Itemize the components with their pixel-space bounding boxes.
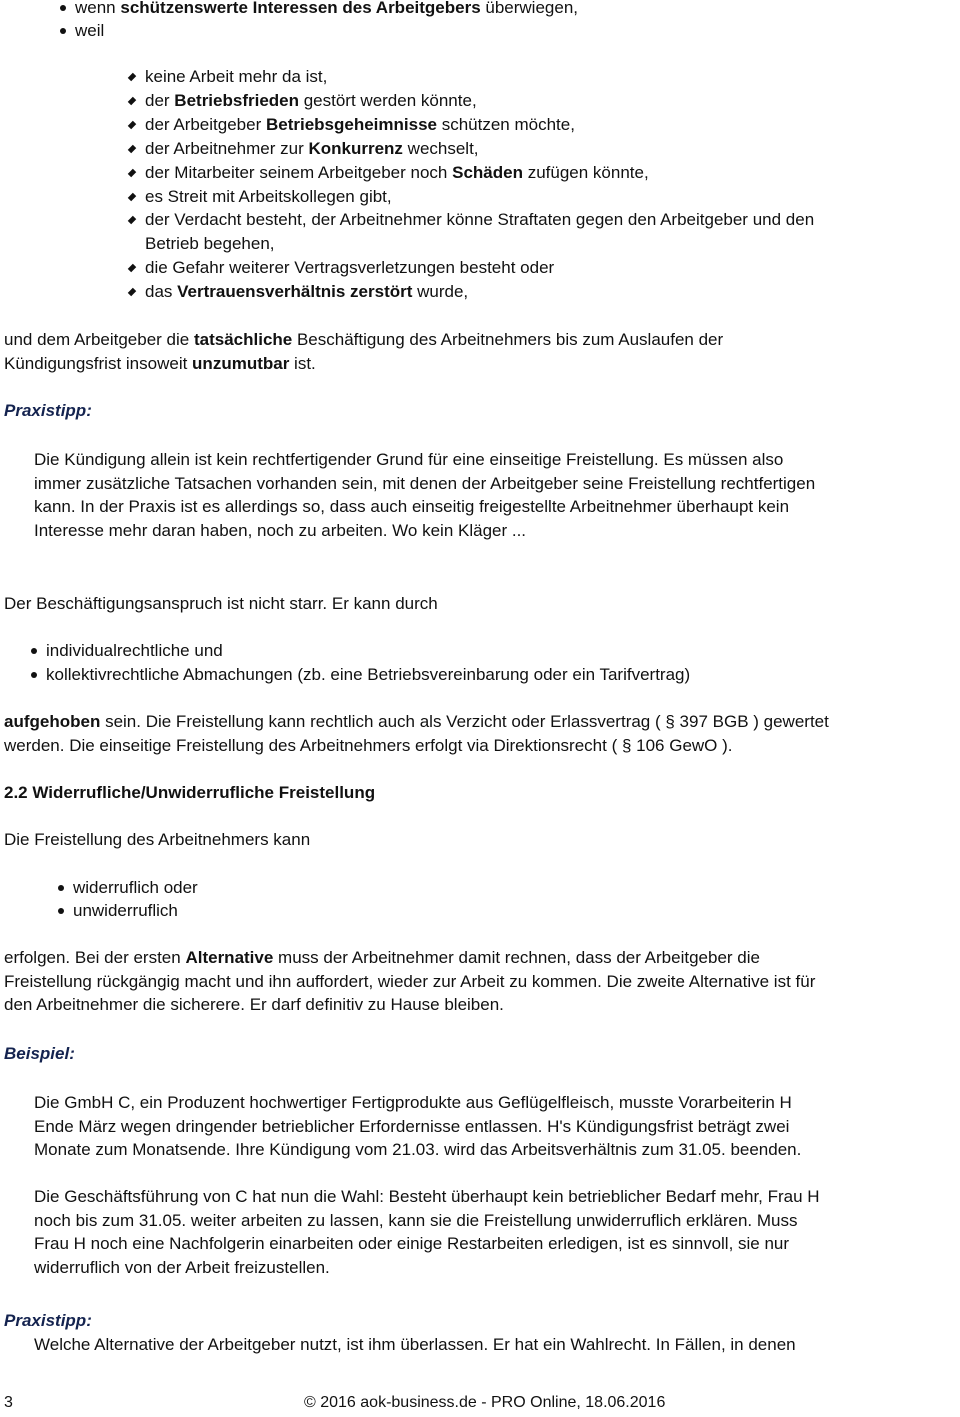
bullet-diamond-icon	[128, 145, 136, 153]
text: 2.2 Widerrufliche/Unwiderrufliche Freistellung	[4, 783, 376, 802]
text: der Verdacht besteht, der Arbeitnehmer könne Straftaten gegen den Arbeitgeber und den	[145, 210, 815, 229]
section-label	[4, 399, 92, 423]
text: der Arbeitnehmer zur	[145, 139, 309, 158]
text: überwiegen,	[480, 0, 578, 17]
bold-text: Betriebsfrieden	[174, 91, 299, 110]
bullet-diamond-icon	[128, 288, 136, 296]
paragraph	[34, 448, 815, 542]
text: weil	[75, 21, 105, 40]
bullet-diamond-icon	[128, 264, 136, 272]
text: Der Beschäftigungsanspruch ist nicht starr. Er kann durch	[4, 594, 438, 613]
text: der Arbeitgeber	[145, 115, 266, 134]
list-item	[145, 137, 479, 161]
text-line	[4, 828, 310, 852]
text: der Mitarbeiter seinem Arbeitgeber noch	[145, 163, 453, 182]
text-line	[4, 352, 723, 376]
text: Kündigungsfrist insoweit	[4, 353, 193, 373]
list-item	[46, 663, 690, 687]
bold-text: Alternative	[185, 948, 274, 967]
text: werden. Die einseitige Freistellung des Arbeitnehmers erfolgt via Direktionsrecht ( § 106 GewO ).	[4, 735, 733, 755]
text-line	[34, 519, 815, 543]
text-line	[75, 0, 578, 20]
text: es Streit mit Arbeitskollegen gibt,	[145, 187, 392, 206]
list-item	[73, 876, 198, 900]
text: Betrieb begehen,	[145, 233, 275, 253]
list-item	[145, 280, 468, 304]
text-line	[73, 899, 178, 923]
text: Die GmbH C, ein Produzent hochwertiger Fertigprodukte aus Geflügelfleisch, musste Vorarbeiterin H	[34, 1093, 792, 1112]
text-line	[4, 970, 815, 994]
text: noch bis zum 31.05. weiter arbeiten zu lassen, kann sie die Freistellung unwiderruflich erklären. Muss	[34, 1210, 798, 1230]
text-line	[34, 448, 815, 472]
bullet-dot-icon	[58, 908, 64, 914]
text: kann. In der Praxis ist es allerdings so, dass auch einseitig freigestellte Arbeitnehmer überhaupt kein	[34, 497, 790, 517]
text: unwiderruflich	[73, 901, 178, 920]
text-line	[34, 1209, 820, 1233]
text: Freistellung rückgängig macht und ihn auffordert, wieder zur Arbeit zu kommen. Die zweite Alternative ist für	[4, 971, 816, 991]
text: Praxistipp:	[4, 401, 92, 420]
text-line	[34, 1185, 820, 1209]
text: zufügen könnte,	[522, 163, 649, 182]
bold-text: aufgehoben	[4, 712, 101, 731]
paragraph	[34, 1333, 796, 1357]
text: die Gefahr weiterer Vertragsverletzungen besteht oder	[145, 258, 555, 277]
list-item	[75, 19, 104, 43]
text: wechselt,	[402, 139, 479, 158]
text: erfolgen. Bei der ersten	[4, 948, 186, 967]
text-line	[4, 734, 829, 758]
text: immer zusätzliche Tatsachen vorhanden sein, mit denen der Arbeitgeber seine Freistellung rechtfertigen	[34, 473, 816, 493]
paragraph	[34, 1091, 801, 1162]
text: Beispiel:	[4, 1044, 75, 1063]
text: Die Freistellung des Arbeitnehmers kann	[4, 830, 311, 849]
text-line	[4, 1042, 75, 1066]
text: das	[145, 282, 178, 301]
text-line	[145, 280, 468, 304]
text-line	[34, 1115, 801, 1139]
paragraph	[4, 710, 829, 757]
text-line	[145, 113, 575, 137]
list-item	[145, 161, 649, 185]
text: schützen möchte,	[436, 115, 575, 134]
paragraph	[4, 592, 438, 616]
text: der	[145, 91, 175, 110]
bold-text: Konkurrenz	[308, 139, 403, 158]
text-line	[75, 19, 104, 43]
text-line	[46, 663, 690, 687]
paragraph	[4, 828, 310, 852]
section-heading	[4, 781, 375, 805]
text: keine Arbeit mehr da ist,	[145, 67, 328, 86]
text-line	[4, 781, 375, 805]
text: ist.	[289, 353, 316, 373]
list-item	[145, 89, 477, 113]
text-line	[34, 472, 815, 496]
bold-text: schützenswerte Interessen des Arbeitgebers	[120, 0, 481, 17]
footer-copyright: © 2016 aok-business.de - PRO Online, 18.06.2016	[304, 1394, 666, 1411]
paragraph	[34, 1185, 820, 1279]
text: und dem Arbeitgeber die	[4, 330, 194, 349]
text-line	[34, 495, 815, 519]
text-line	[4, 710, 829, 734]
section-label	[4, 1042, 75, 1066]
text-line	[4, 592, 438, 616]
bold-text: tatsächliche	[193, 330, 293, 349]
bullet-dot-icon	[60, 28, 66, 34]
paragraph	[4, 946, 815, 1017]
text-line	[145, 232, 814, 256]
bold-text: Betriebsgeheimnisse	[265, 115, 437, 134]
bullet-dot-icon	[31, 648, 37, 654]
list-item	[46, 639, 223, 663]
text-line	[145, 208, 814, 232]
bullet-diamond-icon	[128, 97, 136, 105]
text-line	[34, 1333, 796, 1357]
text-line	[4, 1309, 92, 1333]
bullet-dot-icon	[31, 672, 37, 678]
text: gestört werden könnte,	[299, 91, 477, 110]
bullet-dot-icon	[60, 5, 66, 11]
text-line	[34, 1256, 820, 1280]
text: kollektivrechtliche Abmachungen (zb. eine Betriebsvereinbarung oder ein Tarifvertrag)	[46, 665, 691, 684]
text: Ende März wegen dringender betrieblicher Erfordernisse entlassen. H's Kündigungsfrist beträgt zwei	[34, 1116, 790, 1136]
text-line	[4, 399, 92, 423]
bullet-diamond-icon	[128, 121, 136, 129]
page-number: 3	[4, 1394, 13, 1411]
bullet-diamond-icon	[128, 73, 136, 81]
bold-text: unzumutbar	[192, 353, 290, 373]
paragraph	[4, 328, 723, 375]
text: wurde,	[412, 282, 469, 301]
section-label	[4, 1309, 92, 1333]
bold-text: Vertrauensverhältnis zerstört	[177, 282, 413, 301]
text: Frau H noch eine Nachfolgerin einarbeiten oder einige Restarbeiten erledigen, ist es sinnvoll, sie nur	[34, 1234, 790, 1254]
text-line	[34, 1232, 820, 1256]
text-line	[4, 946, 815, 970]
bullet-diamond-icon	[128, 169, 136, 177]
list-item	[145, 256, 554, 280]
text: wenn	[75, 0, 121, 17]
text: muss der Arbeitnehmer damit rechnen, dass der Arbeitgeber die	[273, 948, 760, 967]
text: sein. Die Freistellung kann rechtlich auch als Verzicht oder Erlassvertrag ( § 397 BGB ) gewertet	[100, 712, 829, 731]
text-line	[145, 185, 392, 209]
text-line	[145, 89, 477, 113]
text: widerruflich von der Arbeit freizustellen.	[34, 1257, 330, 1277]
text-line	[4, 328, 723, 352]
text-line	[145, 65, 327, 89]
list-item	[145, 113, 575, 137]
list-item	[73, 899, 178, 923]
text: individualrechtliche und	[46, 641, 223, 660]
text: Die Kündigung allein ist kein rechtfertigender Grund für eine einseitige Freistellung. Es müssen also	[34, 450, 784, 469]
text: Die Geschäftsführung von C hat nun die Wahl: Besteht überhaupt kein betrieblicher Bedarf mehr, Frau H	[34, 1187, 820, 1206]
text: Praxistipp:	[4, 1311, 92, 1330]
bullet-diamond-icon	[128, 216, 136, 224]
text-line	[145, 137, 479, 161]
text-line	[34, 1138, 801, 1162]
bullet-diamond-icon	[128, 193, 136, 201]
bold-text: Schäden	[452, 163, 523, 182]
text: widerruflich oder	[73, 878, 198, 897]
list-item	[75, 0, 578, 20]
list-item	[145, 185, 392, 209]
text: Interesse mehr daran haben, noch zu arbeiten. Wo kein Kläger ...	[34, 520, 527, 540]
text-line	[145, 161, 649, 185]
list-item	[145, 208, 814, 255]
text-line	[46, 639, 223, 663]
list-item	[145, 65, 327, 89]
text: Monate zum Monatsende. Ihre Kündigung vom 21.03. wird das Arbeitsverhältnis zum 31.05. beenden.	[34, 1140, 802, 1160]
text-line	[4, 993, 815, 1017]
text-line	[73, 876, 198, 900]
text-line	[34, 1091, 801, 1115]
bullet-dot-icon	[58, 885, 64, 891]
text: Beschäftigung des Arbeitnehmers bis zum Auslaufen der	[292, 330, 724, 349]
text: den Arbeitnehmer die sicherere. Er darf definitiv zu Hause bleiben.	[4, 995, 504, 1015]
text: Welche Alternative der Arbeitgeber nutzt, ist ihm überlassen. Er hat ein Wahlrecht. In Fällen, in denen	[34, 1335, 796, 1354]
text-line	[145, 256, 554, 280]
